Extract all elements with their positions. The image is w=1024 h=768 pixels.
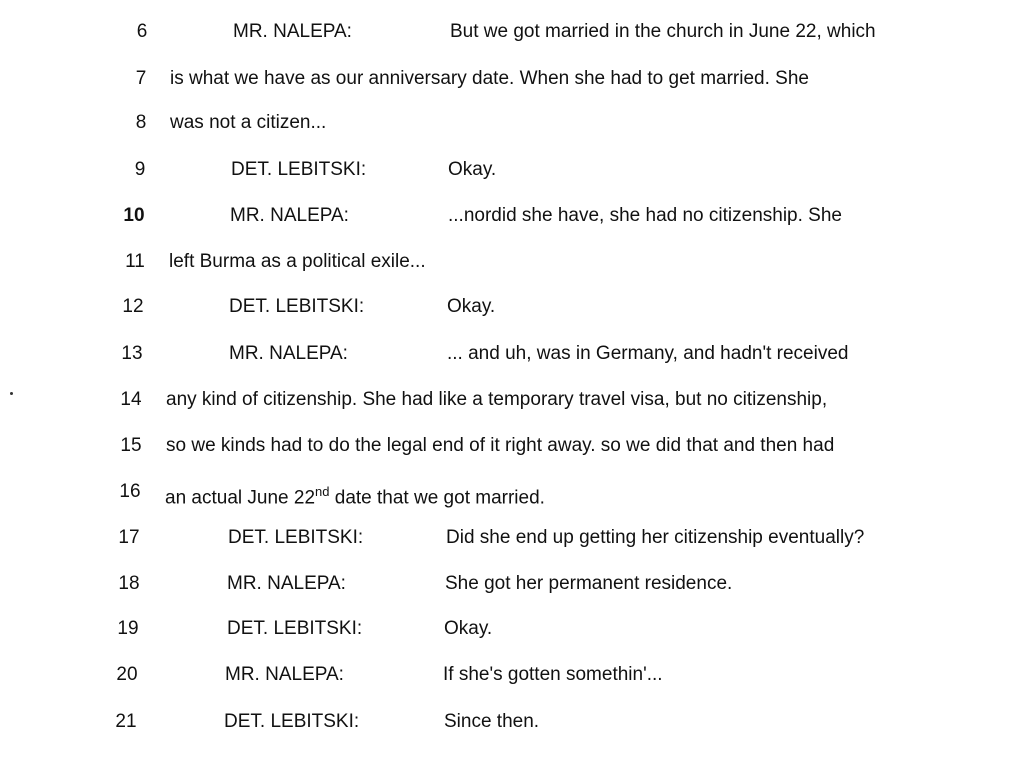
line-number: 18 xyxy=(118,573,140,594)
speech-text: Since then. xyxy=(444,711,540,732)
speaker-label: DET. LEBITSKI: xyxy=(227,618,363,639)
speech-text-part: an actual June 22 xyxy=(165,487,316,509)
speaker-label: DET. LEBITSKI: xyxy=(229,296,365,317)
transcript-line xyxy=(0,17,1024,47)
line-number: 13 xyxy=(121,343,143,364)
speech-text: left Burma as a political exile... xyxy=(169,251,426,272)
line-number: 15 xyxy=(120,435,142,456)
speaker-label: DET. LEBITSKI: xyxy=(228,527,364,548)
line-number: 20 xyxy=(116,664,138,685)
line-number: 14 xyxy=(120,389,142,410)
speech-text: ...nordid she have, she had no citizenship. She xyxy=(448,205,842,226)
line-number: 21 xyxy=(115,711,137,732)
ordinal-suffix: nd xyxy=(315,484,330,499)
transcript-line xyxy=(0,523,1024,553)
line-number: 6 xyxy=(136,21,148,42)
transcript-line xyxy=(0,247,1024,277)
transcript-line xyxy=(0,64,1024,94)
transcript-line xyxy=(0,385,1024,415)
transcript-line xyxy=(0,292,1024,322)
line-number: 16 xyxy=(119,481,141,502)
speech-text: any kind of citizenship. She had like a temporary travel visa, but no citizenship, xyxy=(166,389,828,410)
line-number: 10 xyxy=(123,205,145,226)
speech-text: She got her permanent residence. xyxy=(445,573,733,594)
line-number: 9 xyxy=(134,159,146,180)
speech-text: so we kinds had to do the legal end of it right away. so we did that and then had xyxy=(166,435,835,456)
speaker-label: MR. NALEPA: xyxy=(233,21,352,42)
speaker-label: MR. NALEPA: xyxy=(225,664,344,685)
transcript-line xyxy=(0,569,1024,599)
speech-text: ... and uh, was in Germany, and hadn't received xyxy=(447,343,849,364)
speaker-label: MR. NALEPA: xyxy=(230,205,349,226)
line-number: 17 xyxy=(118,527,140,548)
speech-text: Okay. xyxy=(447,296,496,317)
speech-text: was not a citizen... xyxy=(170,112,327,133)
speaker-label: MR. NALEPA: xyxy=(227,573,346,594)
line-number: 19 xyxy=(117,618,139,639)
speech-text: Okay. xyxy=(444,618,493,639)
line-number: 8 xyxy=(135,112,147,133)
speech-text: But we got married in the church in June 22, which xyxy=(450,21,876,42)
speech-text-part: date that we got married. xyxy=(329,487,545,509)
line-number: 12 xyxy=(122,296,144,317)
transcript-line xyxy=(0,108,1024,138)
transcript-line xyxy=(0,201,1024,231)
transcript-line xyxy=(0,155,1024,185)
speech-text: If she's gotten somethin'... xyxy=(443,664,663,685)
speaker-label: DET. LEBITSKI: xyxy=(224,711,360,732)
speech-text: is what we have as our anniversary date. When she had to get married. She xyxy=(170,68,809,89)
speech-text xyxy=(165,477,545,513)
transcript-line xyxy=(0,660,1024,690)
speech-text: Okay. xyxy=(448,159,497,180)
speaker-label: DET. LEBITSKI: xyxy=(231,159,367,180)
line-number: 11 xyxy=(125,251,145,272)
transcript-line xyxy=(0,707,1024,737)
line-number: 7 xyxy=(135,68,147,89)
transcript-line xyxy=(0,431,1024,461)
transcript-line xyxy=(0,614,1024,644)
transcript-line xyxy=(0,339,1024,369)
speech-text: Did she end up getting her citizenship eventually? xyxy=(446,527,865,548)
speaker-label: MR. NALEPA: xyxy=(229,343,348,364)
transcript-line xyxy=(0,477,1024,507)
